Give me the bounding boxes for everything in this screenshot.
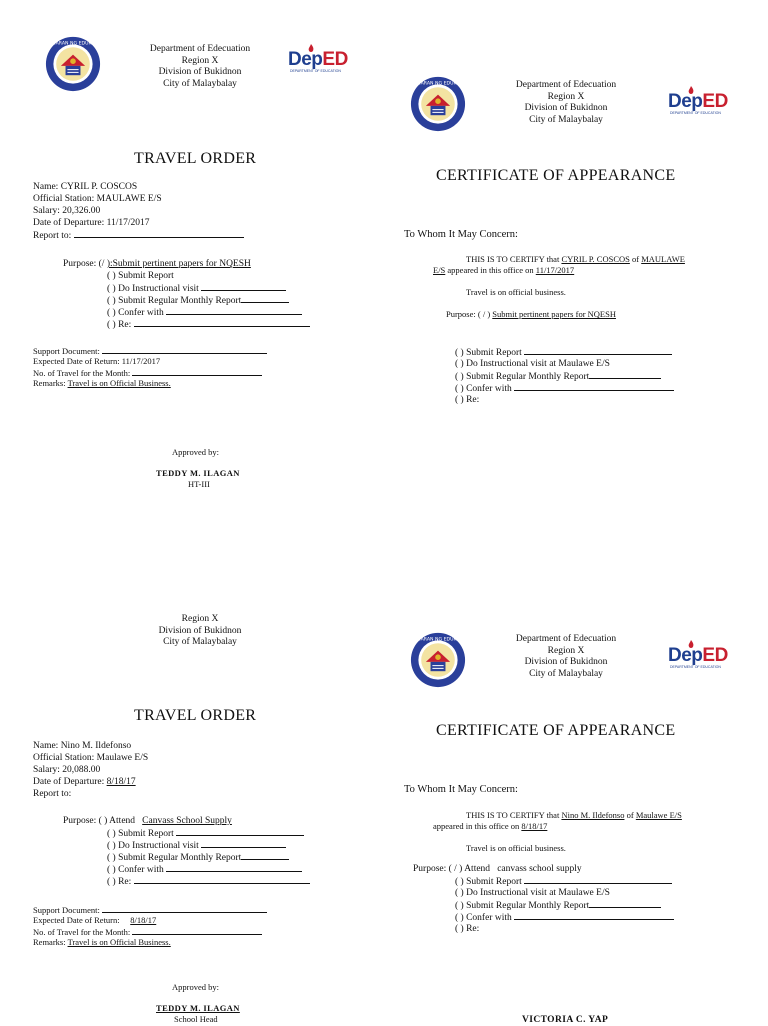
region: Region X xyxy=(181,614,219,624)
dept-name: Department of Edecuation xyxy=(515,634,617,644)
traveler-name: Name: CYRIL P. COSCOS xyxy=(33,182,138,192)
dept-name: Department of Edecuation xyxy=(515,80,617,90)
approver-name: TEDDY M. ILAGAN xyxy=(156,1003,240,1013)
option-monthly-report: ( ) Submit Regular Monthly Report xyxy=(107,294,289,307)
option-re: ( ) Re: xyxy=(455,395,480,405)
option-monthly-report: ( ) Submit Regular Monthly Report xyxy=(107,851,289,864)
report-to: Report to: xyxy=(33,789,72,799)
city: City of Malaybalay xyxy=(529,114,603,125)
travel-count: No. of Travel for the Month: xyxy=(33,367,262,379)
travel-count: No. of Travel for the Month: xyxy=(33,926,262,938)
salary: Salary: 20,088.00 xyxy=(33,765,101,775)
certificate-title: CERTIFICATE OF APPEARANCE xyxy=(436,722,676,739)
option-instructional-visit: ( ) Do Instructional visit at Maulawe E/S xyxy=(455,359,610,369)
salutation: To Whom It May Concern: xyxy=(404,229,518,240)
region: Region X xyxy=(547,645,585,656)
purpose-value: canvass school supply xyxy=(497,864,582,874)
option-monthly-report: ( ) Submit Regular Monthly Report xyxy=(455,899,661,912)
purpose: Purpose: ( ) Attend Canvass School Supply xyxy=(63,816,232,826)
option-confer-with: ( ) Confer with xyxy=(455,911,674,924)
certify-line: THIS IS TO CERTIFY that Nino M. Ildefonso of Maulawe E/S xyxy=(466,810,682,820)
letterhead xyxy=(130,614,270,649)
deped-seal-icon xyxy=(410,632,466,688)
traveler-name: Name: Nino M. Ildefonso xyxy=(33,741,132,751)
deped-seal-icon xyxy=(410,76,466,132)
region: Region X xyxy=(547,91,585,102)
salary: Salary: 20,326.00 xyxy=(33,206,101,216)
approved-by-label: Approved by: xyxy=(172,982,219,992)
option-confer-with: ( ) Confer with xyxy=(107,863,302,876)
travel-note: Travel is on official business. xyxy=(466,287,566,297)
dept-name: Department of Edecuation xyxy=(149,44,251,54)
approver-name: TEDDY M. ILAGAN xyxy=(156,468,240,478)
person-name: Nino M. Ildefonso xyxy=(561,810,625,820)
city: City of Malaybalay xyxy=(163,78,237,89)
approved-by-label: Approved by: xyxy=(172,447,219,457)
option-re: ( ) Re: xyxy=(455,924,480,934)
purpose: Purpose: (/ ):Submit pertinent papers for NQESH xyxy=(63,259,251,269)
appeared-line: appeared in this office on 8/18/17 xyxy=(433,821,548,831)
option-instructional-visit: ( ) Do Instructional visit xyxy=(107,839,286,852)
deped-logo: DepED DEPARTMENT OF EDUCATION xyxy=(668,86,734,116)
option-instructional-visit: ( ) Do Instructional visit xyxy=(107,282,286,295)
option-submit-report: ( ) Submit Report xyxy=(107,827,304,840)
letterhead xyxy=(496,634,636,680)
person-name: CYRIL P. COSCOS xyxy=(561,254,630,264)
purpose-value: Canvass School Supply xyxy=(142,816,232,826)
division: Division of Bukidnon xyxy=(524,657,608,667)
appearance-date: 11/17/2017 xyxy=(535,265,575,275)
travel-note: Travel is on official business. xyxy=(466,843,566,853)
expected-return: Expected Date of Return: 11/17/2017 xyxy=(33,356,161,366)
date-of-departure: Date of Departure: 8/18/17 xyxy=(33,777,136,787)
approver-title: HT-III xyxy=(188,479,210,489)
option-confer-with: ( ) Confer with xyxy=(107,306,302,319)
option-monthly-report: ( ) Submit Regular Monthly Report xyxy=(455,370,661,383)
report-to: Report to: xyxy=(33,229,244,242)
official-station: Official Station: Maulawe E/S xyxy=(33,753,149,763)
certificate-title: CERTIFICATE OF APPEARANCE xyxy=(436,167,676,184)
division: Division of Bukidnon xyxy=(158,67,242,77)
remarks: Remarks: Travel is on Official Business. xyxy=(33,937,171,947)
travel-order-title: TRAVEL ORDER xyxy=(134,707,257,724)
deped-seal-icon xyxy=(45,36,101,92)
support-document: Support Document: xyxy=(33,345,267,357)
expected-return: Expected Date of Return: 8/18/17 xyxy=(33,915,157,925)
support-document: Support Document: xyxy=(33,904,267,916)
salutation: To Whom It May Concern: xyxy=(404,784,518,795)
option-confer-with: ( ) Confer with xyxy=(455,382,674,395)
certify-line: THIS IS TO CERTIFY that CYRIL P. COSCOS of MAULAWE xyxy=(466,254,685,264)
option-submit-report: ( ) Submit Report xyxy=(455,875,672,888)
signatory-name: VICTORIA C. YAP xyxy=(522,1015,609,1025)
letterhead xyxy=(496,80,636,126)
deped-logo: DepED DEPARTMENT OF EDUCATION xyxy=(668,640,734,670)
option-submit-report: ( ) Submit Report xyxy=(107,271,174,281)
travel-order-title: TRAVEL ORDER xyxy=(134,150,257,167)
appearance-date: 8/18/17 xyxy=(521,821,548,831)
purpose-value: ):Submit pertinent papers for NQESH xyxy=(106,259,251,269)
report-to-line xyxy=(74,229,244,238)
remarks: Remarks: Travel is on Official Business. xyxy=(33,378,171,388)
appeared-line: E/S appeared in this office on 11/17/2017 xyxy=(433,265,575,275)
option-instructional-visit: ( ) Do Instructional visit at Maulawe E/S xyxy=(455,888,610,898)
option-re: ( ) Re: xyxy=(107,875,310,888)
official-station: Official Station: MAULAWE E/S xyxy=(33,194,162,204)
city: City of Malaybalay xyxy=(163,637,237,647)
approver-title: School Head xyxy=(174,1014,218,1024)
option-re: ( ) Re: xyxy=(107,318,310,331)
deped-logo: DepED DEPARTMENT OF EDUCATION xyxy=(288,44,354,74)
purpose-value: Submit pertinent papers for NQESH xyxy=(492,309,616,319)
division: Division of Bukidnon xyxy=(158,625,242,636)
date-of-departure: Date of Departure: 11/17/2017 xyxy=(33,218,150,228)
option-submit-report: ( ) Submit Report xyxy=(455,346,672,359)
purpose: Purpose: ( / ) Attend canvass school supply xyxy=(413,864,582,874)
purpose: Purpose: ( / ) Submit pertinent papers for NQESH xyxy=(446,309,616,319)
city: City of Malaybalay xyxy=(529,668,603,679)
region: Region X xyxy=(181,55,219,66)
letterhead xyxy=(130,44,270,90)
division: Division of Bukidnon xyxy=(524,103,608,113)
